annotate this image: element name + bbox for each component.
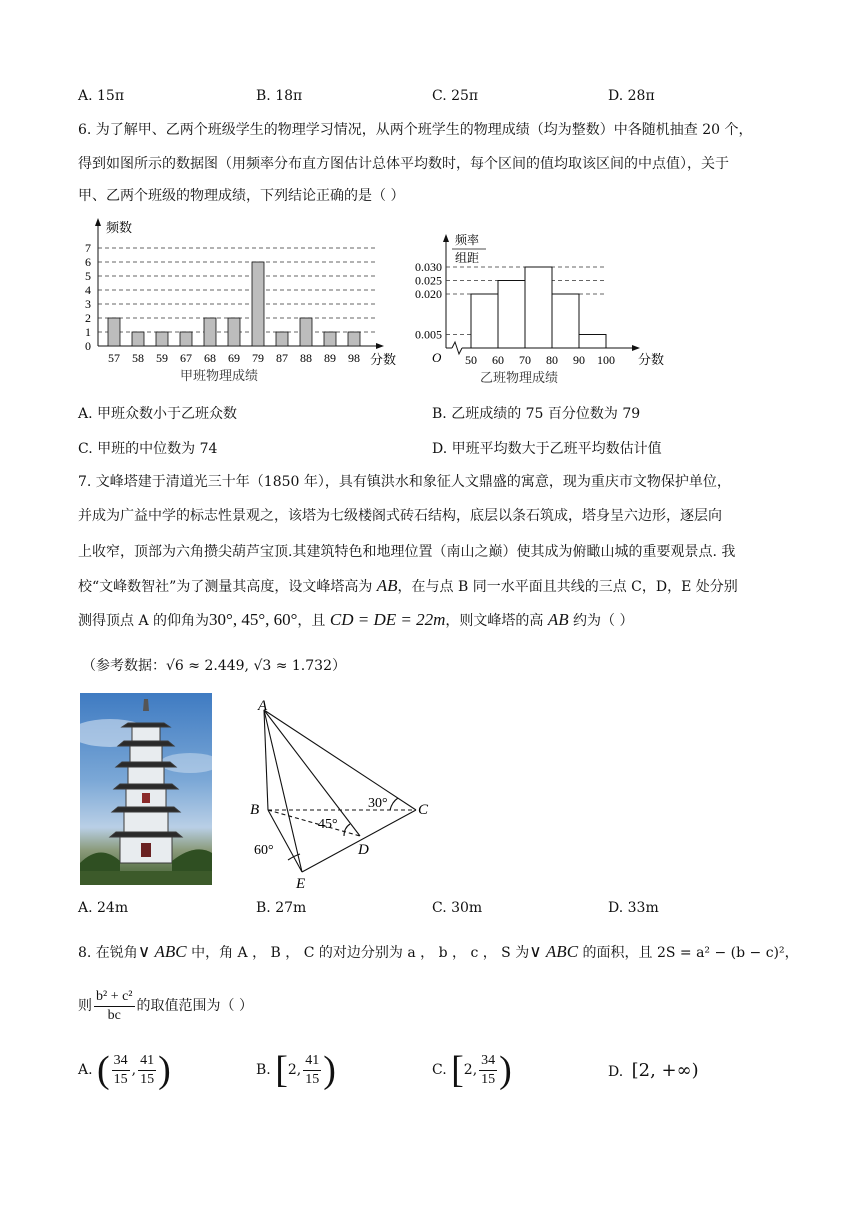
- chart2-ytick-label: 0.025: [415, 273, 442, 288]
- chart2-bar: [552, 294, 579, 348]
- chart2-bar: [579, 335, 606, 349]
- angle-60-label: 60°: [254, 843, 274, 858]
- chart2-axis-break: [452, 342, 462, 354]
- edge-ac: [264, 710, 416, 810]
- label-c: C: [418, 802, 429, 818]
- chart2-ytick-label: 0.020: [415, 287, 442, 301]
- chart2-title: 乙班物理成绩: [480, 370, 559, 385]
- label-a: A: [258, 698, 268, 714]
- chart1-ytick-label: 6: [85, 255, 91, 269]
- q6-option-b: B. 乙班成绩的 75 百分位数为 79: [432, 406, 641, 422]
- edge-be: [268, 810, 302, 872]
- chart1-bar: [348, 332, 360, 346]
- chart1-ytick-label: 1: [85, 325, 91, 339]
- chart1-bar: [252, 262, 264, 346]
- arc-45: [344, 824, 350, 836]
- label-e: E: [296, 876, 306, 892]
- q7-line-5: 测得顶点 A 的仰角为30°, 45°, 60°，且 CD = DE = 22m，则文峰塔的高 AB 约为（ ）: [78, 610, 634, 629]
- chart2-xtick-label: 70: [519, 353, 531, 367]
- chart1-bar: [132, 332, 144, 346]
- chart2-ytick-label: 0.030: [415, 260, 442, 274]
- chart1-ytick-label: 0: [85, 339, 91, 353]
- chart1-xtick-label: 59: [156, 351, 168, 365]
- q6-line-3: 甲、乙两个班级的物理成绩，下列结论正确的是（ ）: [78, 188, 405, 204]
- q7-option-b: B. 27m: [256, 900, 307, 916]
- chart2-ylabel-bottom: 组距: [455, 251, 480, 265]
- chart1-ylabel: 频数: [106, 220, 133, 235]
- q6-line-1: 6. 为了解甲、乙两个班级学生的物理学习情况，从两个班学生的物理成绩（均为整数）中各随机抽查 20 个，: [78, 122, 753, 138]
- ab-symbol: AB: [376, 576, 398, 595]
- q7-line-1: 7. 文峰塔建于清道光三十年（1850 年），具有镇洪水和象征人文鼎盛的寓意，现为重庆市文物保护单位，: [78, 474, 731, 490]
- chart1-xtick-label: 58: [132, 351, 144, 365]
- label-d: D: [358, 842, 369, 858]
- chart1-y-arrow: [95, 218, 101, 226]
- q7-line-4: 校“文峰数智社”为了测量其高度，设文峰塔高为 AB，在与点 B 同一水平面且共线的三点 C，D，E 处分别: [78, 576, 738, 595]
- chart1-xtick-label: 87: [276, 351, 288, 365]
- area-equation: 的面积，且 2S = a² − (b − c)²，: [578, 945, 799, 961]
- q7-line-3: 上收窄，顶部为六角攒尖葫芦宝顶.其建筑特色和地理位置（南山之巅）使其成为俯瞰山城的重要观景点. 我: [78, 544, 736, 560]
- chart2-x-arrow: [632, 345, 640, 351]
- chart2-xtick-label: 50: [465, 353, 477, 367]
- q6-option-d: D. 甲班平均数大于乙班平均数估计值: [432, 441, 662, 457]
- q5-option-c: C. 25π: [432, 88, 479, 104]
- chart1-bar: [180, 332, 192, 346]
- chart2-xlabel: 分数: [638, 352, 665, 367]
- chart1-xtick-label: 69: [228, 351, 240, 365]
- chart2-y-arrow: [443, 234, 449, 242]
- chart2-ytick-label: 0.005: [415, 327, 442, 342]
- q7-option-c: C. 30m: [432, 900, 483, 916]
- chart2-xtick-label: 80: [546, 353, 558, 367]
- angle-45-label: 45°: [318, 817, 338, 832]
- q8-line-1: 8. 在锐角∨ ABC 中，角 A ， B ， C 的对边分别为 a ， b ， c ， S 为∨ ABC 的面积，且 2S = a² − (b − c)²，: [78, 942, 799, 961]
- q6-option-a: A. 甲班众数小于乙班众数: [78, 406, 238, 422]
- chart2-ylabel-top: 频率: [455, 233, 480, 247]
- chart1-xtick-label: 57: [108, 351, 120, 365]
- tower-photo: [80, 693, 212, 885]
- chart1-bar: [204, 318, 216, 346]
- chart2-bar: [498, 281, 525, 349]
- chart1-ytick-label: 7: [85, 241, 91, 255]
- chart1-bar: [228, 318, 240, 346]
- angle-30-label: 30°: [368, 796, 388, 811]
- chart1-xtick-label: 89: [324, 351, 336, 365]
- q8-option-b: B. [2, $\frac{41}{15}$ ): [256, 1049, 336, 1091]
- chart1-xlabel: 分数: [370, 352, 397, 367]
- q6-line-2: 得到如图所示的数据图（用频率分布直方图估计总体平均数时，每个区间的值均取该区间的中点值），关于: [78, 156, 729, 172]
- q8-option-c: C. [2, $\frac{34}{15}$ ): [432, 1049, 512, 1091]
- chart1-xtick-label: 68: [204, 351, 216, 365]
- chart1-bar: [300, 318, 312, 346]
- triangle-abc: ∨ ABC: [137, 942, 187, 961]
- q5-option-a: A. 15π: [78, 88, 125, 104]
- q7-option-d: D. 33m: [608, 900, 659, 916]
- chart1-ytick-label: 3: [85, 297, 91, 311]
- q5-option-d: D. 28π: [608, 88, 655, 104]
- q7-option-a: A. 24m: [78, 900, 129, 916]
- class-a-bar-chart: [80, 216, 400, 386]
- chart2-xtick-label: 60: [492, 353, 504, 367]
- q8-option-d: D. [2, +∞): [608, 1060, 699, 1081]
- chart1-bar: [156, 332, 168, 346]
- chart1-x-arrow: [376, 343, 384, 349]
- q7-line-2: 并成为广益中学的标志性景观之，该塔为七级楼阁式砖石结构，底层以条石筑成，塔身呈六边形，逐层向: [78, 508, 722, 524]
- q8-option-a: A. ( $\frac{34}{15}$ , $\frac{41}{15}$ ): [78, 1049, 171, 1091]
- chart1-ytick-label: 5: [85, 269, 91, 283]
- q6-option-c: C. 甲班的中位数为 74: [78, 441, 218, 457]
- chart2-bar: [471, 294, 498, 348]
- cd-de-equation: CD = DE = 22m: [329, 610, 446, 629]
- chart1-bar: [324, 332, 336, 346]
- chart2-origin: O: [432, 350, 442, 365]
- q5-option-b: B. 18π: [256, 88, 303, 104]
- angles: 30°, 45°, 60°: [209, 610, 298, 629]
- chart1-xtick-label: 67: [180, 351, 192, 365]
- chart2-xtick-label: 100: [597, 353, 615, 367]
- chart1-ytick-label: 2: [85, 311, 91, 325]
- tower-geometry-figure: [240, 696, 440, 892]
- chart1-xtick-label: 88: [300, 351, 312, 365]
- class-b-histogram: [404, 232, 676, 388]
- q8-fraction: $\frac{\text{b² + c²}}{bc}$: [96, 988, 133, 1023]
- chart1-xtick-label: 79: [252, 351, 264, 365]
- q7-reference-data: （参考数据：√6 ≈ 2.449, √3 ≈ 1.732）: [82, 658, 346, 674]
- edge-bd: [268, 810, 360, 836]
- chart1-xtick-label: 98: [348, 351, 360, 365]
- q8-line-2: 则 $\frac{\text{b² + c²}}{bc}$ 的取值范围为（ ）: [78, 988, 253, 1023]
- chart2-bar: [525, 267, 552, 348]
- chart1-bar: [276, 332, 288, 346]
- chart2-xtick-label: 90: [573, 353, 585, 367]
- arc-30: [390, 798, 398, 810]
- chart1-bar: [108, 318, 120, 346]
- chart1-title: 甲班物理成绩: [180, 368, 259, 383]
- chart1-ytick-label: 4: [85, 283, 91, 297]
- label-b: B: [250, 802, 260, 818]
